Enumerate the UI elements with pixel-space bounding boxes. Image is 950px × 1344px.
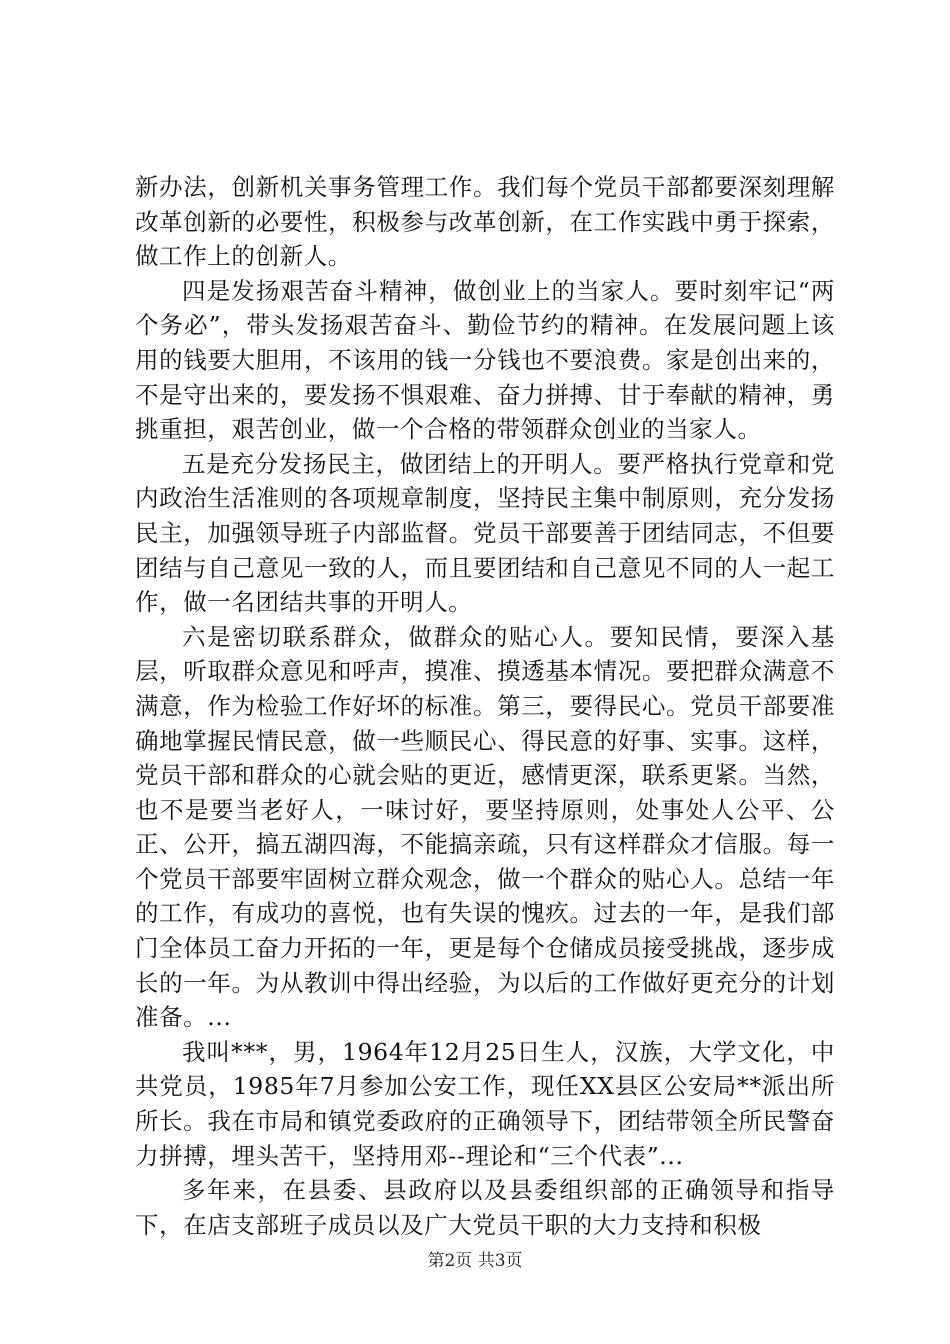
paragraph-2: 四是发扬艰苦奋斗精神，做创业上的当家人。要时刻牢记“两个务必”，带头发扬艰苦奋斗、勤俭节约的精神。在发展问题上该用的钱要大胆用，不该用的钱一分钱也不要浪费。家是创出来的，不是守出来的，要发扬不惧艰难、奋力拼搏、甘于奉献的精神，勇挑重担，艰苦创业，做一个合格的带领群众创业的当家人。 <box>135 276 835 444</box>
page-footer: 第2页 共3页 <box>427 1251 523 1271</box>
paragraph-4: 六是密切联系群众，做群众的贴心人。要知民情，要深入基层，听取群众意见和呼声，摸准、摸透基本情况。要把群众满意不满意，作为检验工作好坏的标准。第三，要得民心。党员干部要准确地掌握民情民意，做一些顺民心、得民意的好事、实事。这样，党员干部和群众的心就会贴的更近，感情更深，联系更紧。当然，也不是要当老好人，一味讨好，要坚持原则，处事处人公平、公正、公开，搞五湖四海，不能搞亲疏，只有这样群众才信服。每一个党员干部要牢固树立群众观念，做一个群众的贴心人。总结一年的工作，有成功的喜悦，也有失误的愧疚。过去的一年，是我们部门全体员工奋力开拓的一年，更是每个仓储成员接受挑战，逐步成长的一年。为从教训中得出经验，为以后的工作做好更充分的计划准备。... <box>135 622 835 1032</box>
paragraph-3: 五是充分发扬民主，做团结上的开明人。要严格执行党章和党内政治生活准则的各项规章制度，坚持民主集中制原则，充分发扬民主，加强领导班子内部监督。党员干部要善于团结同志，不但要团结与自己意见一致的人，而且要团结和自己意见不同的人一起工作，做一名团结共事的开明人。 <box>135 449 835 617</box>
document-body <box>135 170 835 1242</box>
paragraph-5: 我叫***，男，1964年12月25日生人，汉族，大学文化，中共党员，1985年7月参加公安工作，现任XX县区公安局**派出所所长。我在市局和镇党委政府的正确领导下，团结带领全所民警奋力拼搏，埋头苦干，坚持用邓--理论和“三个代表”... <box>135 1037 835 1170</box>
paragraph-6: 多年来，在县委、县政府以及县委组织部的正确领导和指导下，在店支部班子成员以及广大党员干职的大力支持和积极 <box>135 1176 835 1239</box>
paragraph-1: 新办法，创新机关事务管理工作。我们每个党员干部都要深刻理解改革创新的必要性，积极参与改革创新，在工作实践中勇于探索，做工作上的创新人。 <box>135 173 835 271</box>
